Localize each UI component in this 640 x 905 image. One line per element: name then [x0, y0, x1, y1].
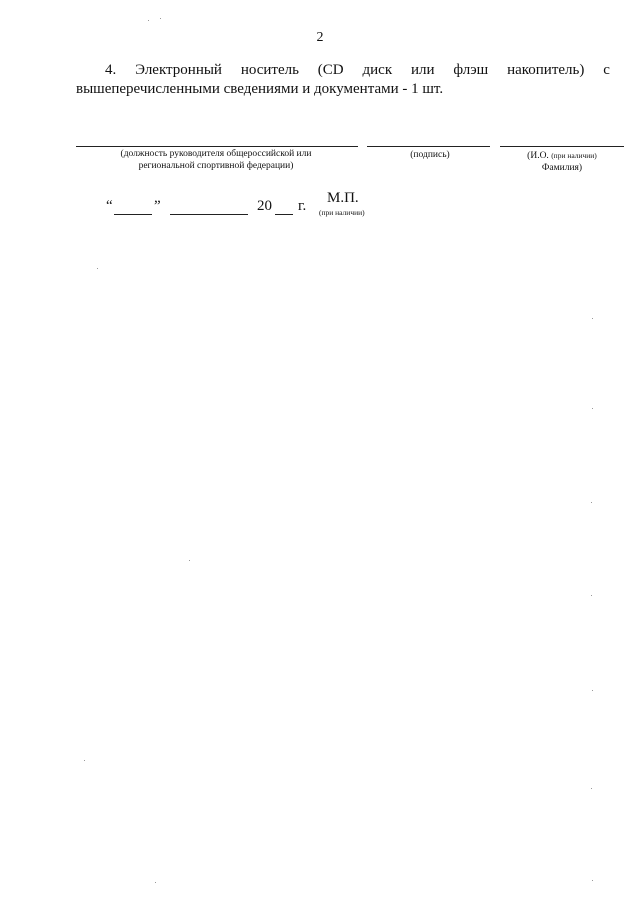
- stamp-label: М.П.: [327, 190, 359, 206]
- scan-speck: [592, 690, 593, 691]
- page-number: 2: [316, 30, 324, 45]
- scan-speck: [160, 18, 161, 19]
- scan-speck: [592, 880, 593, 881]
- initials-note: (при наличии): [551, 151, 597, 160]
- year-blank: [275, 200, 293, 215]
- item-word: с: [603, 62, 610, 78]
- stamp-note: (при наличии): [319, 208, 365, 217]
- year-suffix: г.: [298, 198, 307, 214]
- position-caption: [88, 148, 344, 172]
- name-signature-line: [500, 146, 624, 147]
- signature-line: [367, 146, 490, 147]
- item-word: носитель: [240, 62, 299, 78]
- list-item-4-line1: [76, 62, 610, 79]
- position-signature-line: [76, 146, 358, 147]
- item-word: флэш: [453, 62, 489, 78]
- item-word: или: [410, 62, 435, 78]
- item-word: (CD: [317, 62, 344, 78]
- month-blank: [170, 200, 248, 215]
- item-word: накопитель): [507, 62, 585, 78]
- scan-speck: [591, 788, 592, 789]
- scan-speck: [591, 595, 592, 596]
- list-item-4-line2: вышеперечисленными сведениями и документами - 1 шт.: [76, 81, 444, 97]
- initials-label: (И.О.: [527, 151, 549, 161]
- date-close-quote: ”: [154, 198, 161, 214]
- signature-caption: (подпись): [410, 150, 450, 160]
- scan-speck: [592, 318, 593, 319]
- initials-caption: [505, 150, 619, 174]
- date-open-quote: “: [106, 198, 113, 214]
- item-word: диск: [362, 62, 393, 78]
- scan-speck: [189, 560, 190, 561]
- position-caption-line2: региональной спортивной федерации): [138, 161, 294, 171]
- scan-speck: [84, 760, 85, 761]
- day-blank: [114, 200, 152, 215]
- scan-speck: [591, 502, 592, 503]
- scan-speck: [155, 882, 156, 883]
- scan-speck: [148, 20, 149, 21]
- year-prefix: 20: [257, 198, 272, 214]
- item-word: Электронный: [135, 62, 222, 78]
- surname-label: Фамилия): [541, 163, 583, 173]
- position-caption-line1: (должность руководителя общероссийской или: [120, 149, 312, 159]
- item-number: 4.: [105, 62, 117, 78]
- scan-speck: [97, 268, 98, 269]
- scan-speck: [592, 408, 593, 409]
